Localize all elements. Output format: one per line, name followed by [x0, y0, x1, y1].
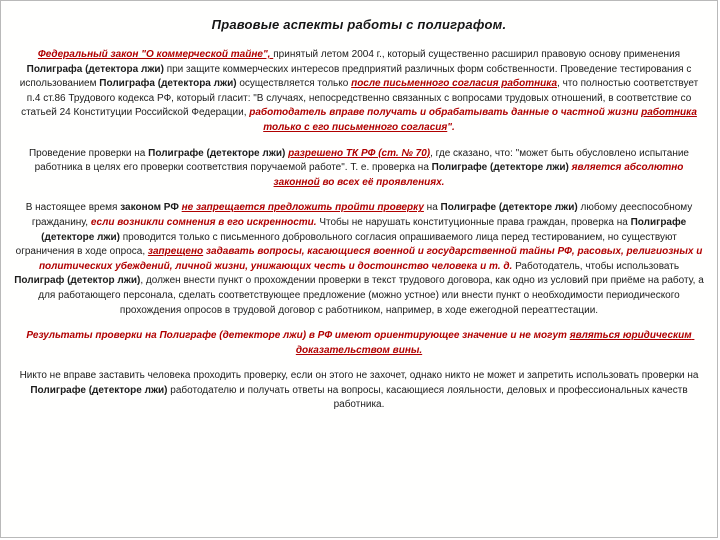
text-segment: проверки на — [641, 370, 702, 382]
paragraph — [13, 201, 705, 318]
text-segment: Работодатель, чтобы использовать — [512, 260, 682, 272]
paragraphs — [13, 48, 705, 413]
text-segment: Полиграфе (детекторе лжи) — [440, 202, 578, 214]
text-segment — [697, 107, 700, 118]
text-segment: любому дееспособному гражданину, — [31, 202, 696, 228]
text-segment: Полиграфе (детекторе лжи) — [41, 216, 689, 243]
text-segment: В настоящее время — [25, 202, 121, 214]
text-segment: законной — [273, 176, 320, 188]
text-segment: Чтобы не нарушать конституционные права граждан, проверка на — [316, 216, 631, 228]
text-segment: работодателю и получать ответы на вопросы, касающиеся лояльности, деловых и профессиональных качеств работника. — [167, 384, 691, 411]
text-segment: ". — [447, 121, 455, 133]
text-segment: Результаты проверки на Полиграфе (детекторе лжи) в РФ имеют ориентирующее значение и не могут — [26, 330, 570, 342]
page-title: Правовые аспекты работы с полиграфом. — [211, 17, 507, 32]
text-segment: Федеральный закон "О коммерческой тайне", — [37, 49, 274, 60]
text-segment: не запрещается предложить пройти проверку — [181, 202, 424, 214]
text-segment: Полиграфе (детекторе лжи) — [30, 384, 168, 396]
text-segment: является абсолютно — [571, 162, 687, 174]
text-segment: при защите коммерческих интересов предприятий различных форм собственности. Проведение тестирования с использованием — [19, 63, 695, 90]
paragraph — [13, 48, 705, 136]
text-segment: Полиграфа (детектора лжи) — [99, 78, 237, 90]
text-segment: работника — [641, 107, 697, 119]
text-segment: если возникли сомнения в его искренности. — [90, 216, 317, 228]
text-segment: проверка на — [372, 162, 432, 174]
paragraph — [13, 147, 705, 191]
text-segment: законом РФ — [120, 202, 182, 214]
text-segment: Никто не вправе заставить человека проходить проверку, если он этого не захочет, однако никто не может и запретить использовать — [19, 370, 642, 382]
text-segment: Полиграфа (детектора лжи) — [26, 63, 164, 75]
paragraph — [13, 329, 705, 358]
text-segment: осуществляется только — [236, 78, 352, 90]
text-segment: , что полностью соответствует п.4 ст.86 Трудового кодекса РФ, который гласит: "В случаях, непосредственно связанных с вопросами трудовых отношений, в соответствие со статьей 24 Конституции Российской Федерации, — [21, 78, 701, 119]
text-segment: на — [423, 202, 441, 214]
paragraph — [13, 369, 705, 413]
text-segment: Полиграф (детектор лжи) — [14, 275, 141, 287]
text-segment: Проведение проверки на — [28, 147, 149, 159]
text-segment: Полиграфе (детекторе лжи) — [148, 147, 289, 159]
text-segment: принятый летом 2004 г., который существенно расширил правовую основу применения — [273, 49, 683, 60]
text-segment: задавать вопросы, касающиеся военной и государственной тайны РФ, расовых, религиозных и политических убеждений, личной жизни, унижающих честь и достоинство человека и т. д. — [38, 246, 706, 272]
text-segment: работодатель вправе получать и обрабатывать данные о частной жизни — [249, 107, 642, 119]
text-segment: проводится только с письменного добровольного согласия опрашиваемого лица перед тестированием, но существуют ограничения в ходе опроса, — [15, 231, 680, 258]
text-segment: Полиграфе (детекторе лжи) — [431, 162, 572, 174]
text-segment: запрещено — [147, 246, 204, 258]
text-segment: во всех её проявлениях. — [319, 176, 445, 188]
text-segment: разрешено ТК РФ (ст. № 70) — [288, 147, 431, 159]
text-segment: , должен внести пункт о прохождении проверки в текст трудового договора, как одно из условий при приёме на работу, а для работающего персонала, сделать соответствующее предложение (можно устное) или внести пункт о необходимости периодического прохождения опросов в трудовой договор с работником, например, в ходе ежегодной переаттестации. — [38, 275, 707, 316]
text-segment: являться юридическим доказательством вины. — [295, 330, 695, 356]
text-segment: только с его письменного согласия — [263, 121, 448, 133]
text-segment: , где сказано, что: "может быть обусловлено испытание работника в целях его проверки соответствия поручаемой работе". Т. е. — [34, 147, 692, 174]
text-segment: после письменного согласия работника — [351, 78, 558, 90]
